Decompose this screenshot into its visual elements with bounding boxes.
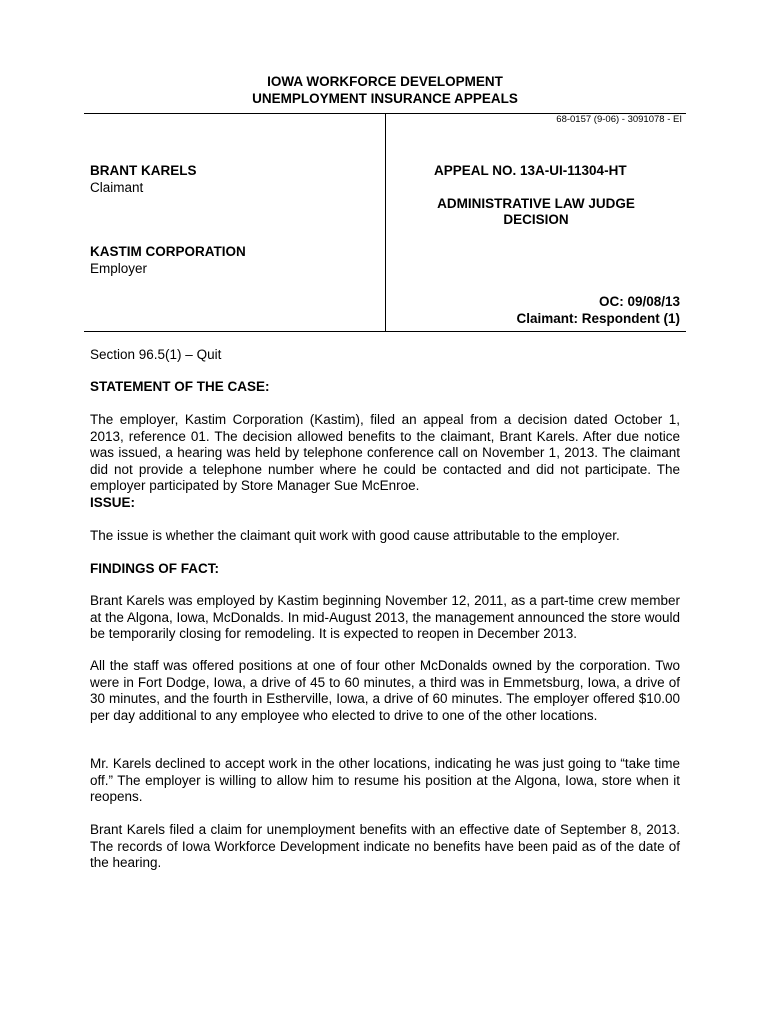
caption-divider [84,331,686,332]
employer-role: Employer [90,261,148,276]
agency-division: UNEMPLOYMENT INSURANCE APPEALS [252,91,518,106]
employer-name: KASTIM CORPORATION [90,244,246,259]
findings-paragraph-2 [90,658,680,724]
issue-text: The issue is whether the claimant quit work with good cause attributable to the employer. [90,528,620,543]
statement-text: The employer, Kastim Corporation (Kastim), filed an appeal from a decision dated October 1, 2013, reference 01. The decision allowed benefits to the claimant, Brant Karels. After due notice was issued, a hearing was held by telephone conference call on November 1, 2013. The claimant did not provide a telephone number where he could be contacted and did not participate. The employer participated by Store Manager Sue McEnroe. [90,412,680,493]
findings-heading: FINDINGS OF FACT: [90,561,219,576]
findings-paragraph-3 [90,756,680,806]
findings-text-3: Mr. Karels declined to accept work in the other locations, indicating he was just going to “take time off.” The employer is willing to allow him to resume his position at the Algona, Iowa, store when it reopens. [90,756,680,804]
issue-paragraph [90,528,680,545]
issue-heading: ISSUE: [90,495,136,510]
findings-text-2: All the staff was offered positions at one of four other McDonalds owned by the corporation. Two were in Fort Dodge, Iowa, a drive of 45 to 60 minutes, a third was in Emmetsburg, Iowa, a drive of 30 minutes, and the fourth in Estherville, Iowa, a drive of 60 minutes. The employer offered $10.00 per day additional to any employee who elected to drive to one of the other locations. [90,658,680,723]
claimant-name: BRANT KARELS [90,163,197,178]
form-number: 68-0157 (9-06) - 3091078 - EI [556,114,682,125]
statement-heading: STATEMENT OF THE CASE: [90,379,270,394]
section-reference: Section 96.5(1) – Quit [90,347,222,362]
decision-title-line1: ADMINISTRATIVE LAW JUDGE [437,196,635,211]
findings-paragraph-1 [90,593,680,643]
decision-title-line2: DECISION [503,212,569,227]
findings-text-1: Brant Karels was employed by Kastim beginning November 12, 2011, as a part-time crew member at the Algona, Iowa, McDonalds. In mid-August 2013, the management announced the store would be temporarily closing for remodeling. It is expected to reopen in December 2013. [90,593,680,641]
oc-date: OC: 09/08/13 [598,294,680,309]
findings-text-4: Brant Karels filed a claim for unemployment benefits with an effective date of September 8, 2013. The records of Iowa Workforce Development indicate no benefits have been paid as of the date of the hearing. [90,822,680,870]
appeal-number: APPEAL NO. 13A-UI-11304-HT [434,163,627,178]
findings-paragraph-4 [90,822,680,872]
column-divider [385,113,386,331]
agency-name: IOWA WORKFORCE DEVELOPMENT [267,74,503,89]
claimant-status: Claimant: Respondent (1) [516,311,680,326]
claimant-role: Claimant [90,180,144,195]
statement-paragraph [90,412,680,495]
